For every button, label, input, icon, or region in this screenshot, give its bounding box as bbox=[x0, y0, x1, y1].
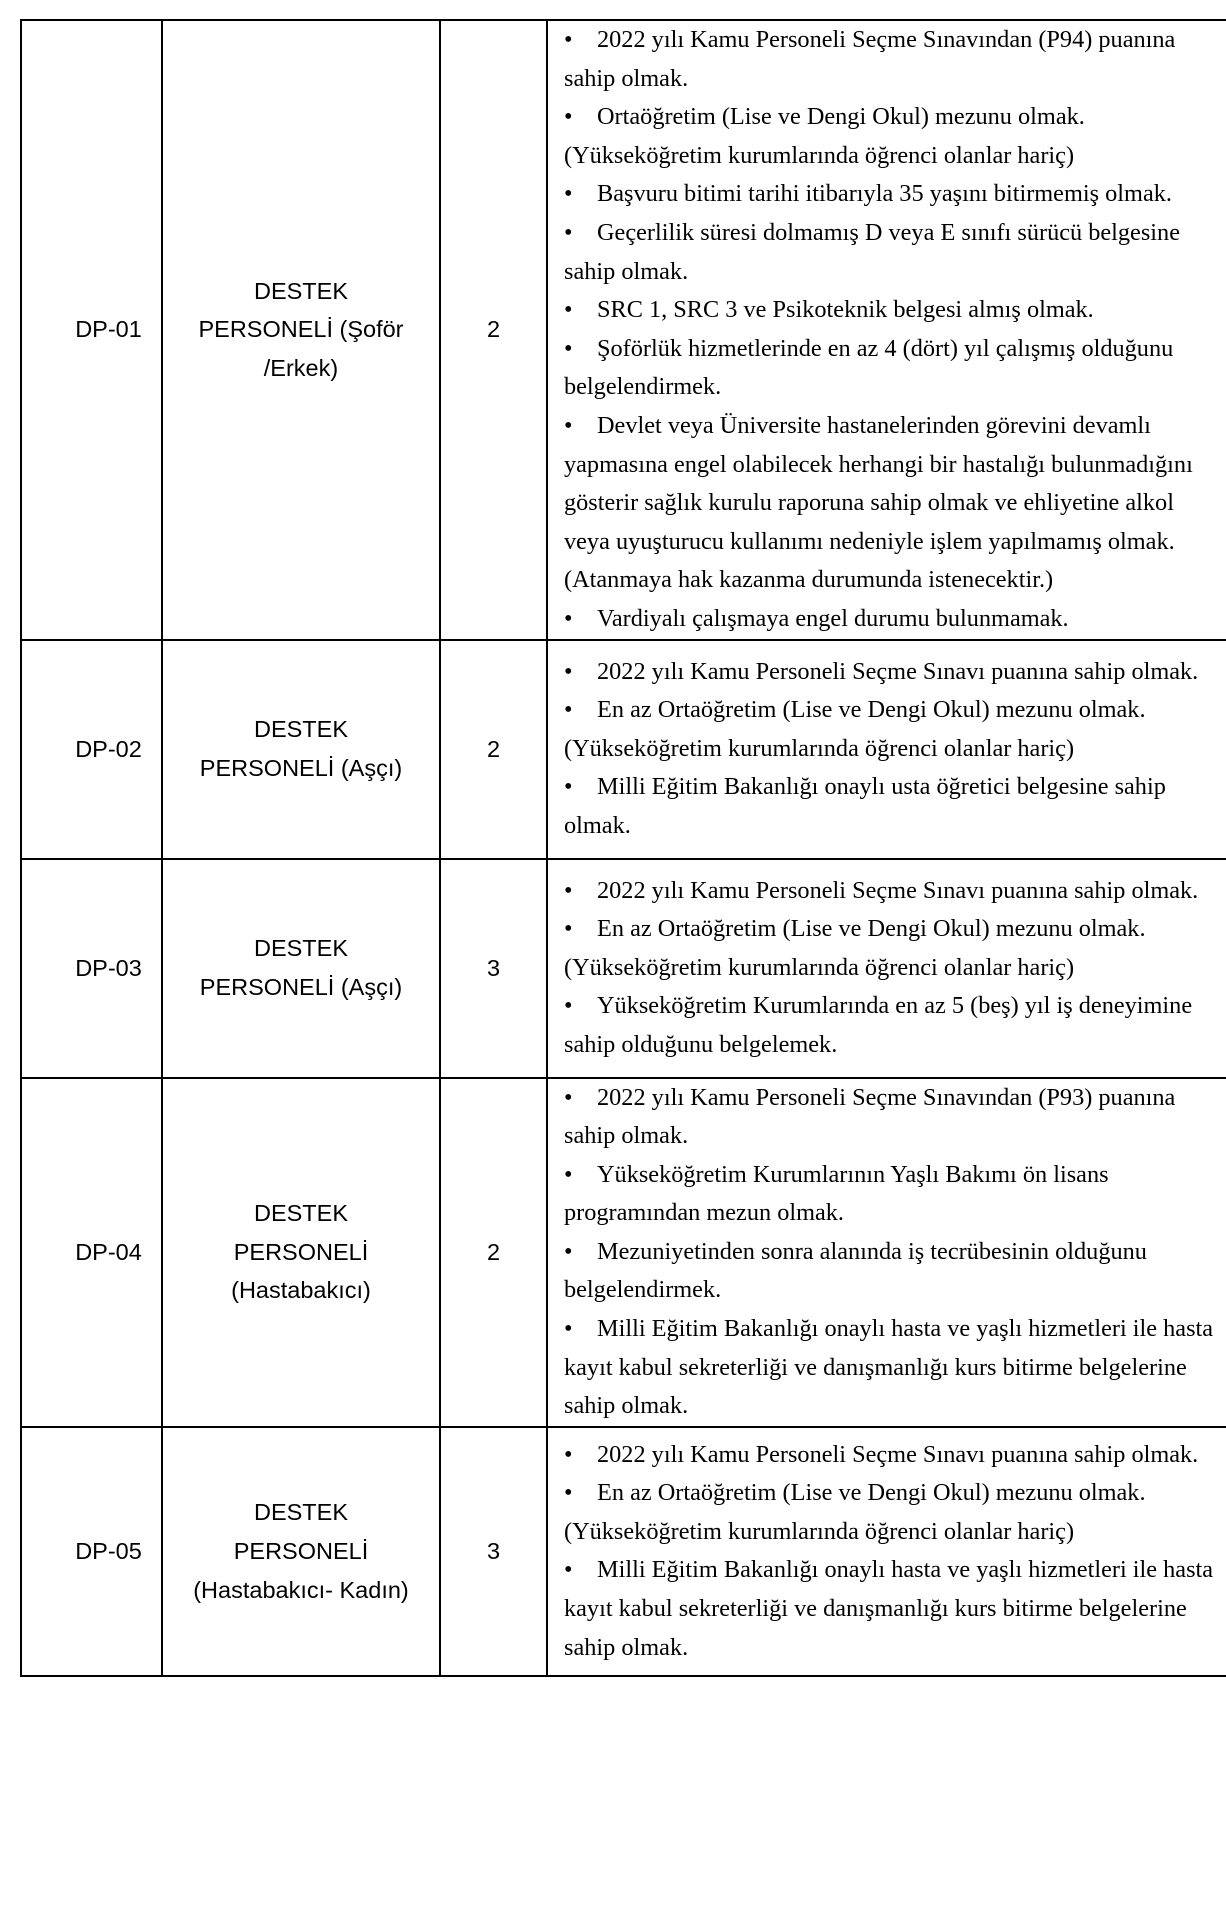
bullet-icon: • bbox=[564, 411, 573, 439]
requirement-text: Vardiyalı çalışmaya engel durumu bulunmamak. bbox=[597, 604, 1069, 632]
position-title bbox=[162, 859, 440, 1078]
position-code: DP-01 bbox=[21, 20, 162, 640]
requirement-item bbox=[564, 291, 1219, 330]
requirement-item bbox=[564, 98, 1219, 175]
position-count: 2 bbox=[440, 20, 547, 640]
requirement-item bbox=[564, 1156, 1219, 1233]
requirement-item bbox=[564, 1079, 1219, 1156]
table-row bbox=[21, 20, 1226, 640]
requirement-text: En az Ortaöğretim (Lise ve Dengi Okul) mezunu olmak. (Yükseköğretim kurumlarında öğrenci olanlar hariç) bbox=[564, 1479, 1146, 1545]
position-code: DP-04 bbox=[21, 1078, 162, 1427]
position-count: 2 bbox=[440, 1078, 547, 1427]
requirements-list bbox=[547, 1078, 1226, 1427]
position-title-line: (Hastabakıcı) bbox=[231, 1277, 371, 1304]
requirement-text: Yükseköğretim Kurumlarının Yaşlı Bakımı ön lisans programından mezun olmak. bbox=[564, 1160, 1109, 1227]
bullet-icon: • bbox=[564, 1083, 573, 1111]
position-title-line: (Hastabakıcı- Kadın) bbox=[193, 1576, 409, 1603]
requirement-text: Geçerlilik süresi dolmamış D veya E sınıfı sürücü belgesine sahip olmak. bbox=[564, 218, 1180, 285]
position-title-line: PERSONELİ bbox=[233, 1238, 369, 1265]
position-code: DP-03 bbox=[21, 859, 162, 1078]
position-count: 3 bbox=[440, 859, 547, 1078]
position-title-line: PERSONELİ (Aşçı) bbox=[199, 755, 403, 781]
requirement-text: Milli Eğitim Bakanlığı onaylı hasta ve yaşlı hizmetleri ile hasta kayıt kabul sekreterliği ve danışmanlığı kurs bitirme belgelerine sahip olmak. bbox=[564, 1556, 1214, 1661]
bullet-icon: • bbox=[564, 1160, 573, 1188]
position-title bbox=[162, 20, 440, 640]
requirement-item bbox=[564, 910, 1219, 987]
requirement-item bbox=[564, 214, 1219, 291]
requirements-list bbox=[547, 20, 1226, 640]
position-title-line: DESTEK bbox=[253, 1499, 349, 1526]
requirement-text: Yükseköğretim Kurumlarında en az 5 (beş) yıl iş deneyimine sahip olduğunu belgelemek. bbox=[564, 992, 1193, 1058]
position-title-line: DESTEK bbox=[253, 1200, 349, 1227]
bullet-icon: • bbox=[564, 657, 573, 685]
position-title-line: DESTEK bbox=[253, 935, 349, 962]
requirement-item bbox=[564, 407, 1219, 600]
requirement-item bbox=[564, 330, 1219, 407]
requirement-item bbox=[564, 600, 1219, 639]
position-title-line: PERSONELİ (Şoför bbox=[198, 316, 404, 343]
position-count: 2 bbox=[440, 640, 547, 859]
requirement-text: SRC 1, SRC 3 ve Psikoteknik belgesi almış olmak. bbox=[597, 296, 1094, 324]
requirement-item bbox=[564, 653, 1219, 692]
position-title-line: PERSONELİ bbox=[233, 1538, 369, 1565]
requirement-text: En az Ortaöğretim (Lise ve Dengi Okul) mezunu olmak. (Yükseköğretim kurumlarında öğrenci olanlar hariç) bbox=[564, 696, 1146, 762]
requirement-text: 2022 yılı Kamu Personeli Seçme Sınavından (P94) puanına sahip olmak. bbox=[564, 26, 1176, 92]
position-code: DP-05 bbox=[21, 1427, 162, 1676]
requirement-text: Devlet veya Üniversite hastanelerinden görevini devamlı yapmasına engel olabilecek herhangi bir hastalığı bulunmadığını gösterir sağlık kurulu raporuna sahip olmak ve ehliyetine alkol veya uyuşturucu kullanımı nedeniyle işlem yapılmamış olmak. (Atanmaya hak kazanma durumunda istenecektir.) bbox=[564, 411, 1193, 594]
bullet-icon: • bbox=[564, 218, 573, 246]
requirement-text: 2022 yılı Kamu Personeli Seçme Sınavı puanına sahip olmak. bbox=[597, 876, 1199, 904]
position-title-line: PERSONELİ (Aşçı) bbox=[199, 974, 403, 1000]
position-title bbox=[162, 1427, 440, 1676]
position-count: 3 bbox=[440, 1427, 547, 1676]
requirement-item bbox=[564, 1474, 1219, 1551]
table-row bbox=[21, 859, 1226, 1078]
bullet-icon: • bbox=[564, 696, 573, 724]
position-title bbox=[162, 640, 440, 859]
position-code: DP-02 bbox=[21, 640, 162, 859]
requirement-item bbox=[564, 768, 1219, 845]
requirement-text: Şoförlük hizmetlerinde en az 4 (dört) yıl çalışmış olduğunu belgelendirmek. bbox=[564, 334, 1174, 401]
bullet-icon: • bbox=[564, 915, 573, 943]
requirements-table bbox=[20, 19, 1226, 1677]
bullet-icon: • bbox=[564, 1315, 573, 1343]
table-row bbox=[21, 640, 1226, 859]
position-title-line: DESTEK bbox=[253, 277, 349, 304]
requirements-list bbox=[547, 859, 1226, 1078]
requirement-text: Milli Eğitim Bakanlığı onaylı hasta ve yaşlı hizmetleri ile hasta kayıt kabul sekreterliği ve danışmanlığı kurs bitirme belgelerine sahip olmak. bbox=[564, 1315, 1214, 1420]
position-title-line: DESTEK bbox=[253, 716, 349, 743]
requirements-table-body bbox=[21, 20, 1226, 1676]
bullet-icon: • bbox=[564, 1237, 573, 1265]
table-row bbox=[21, 1427, 1226, 1676]
requirement-item bbox=[564, 691, 1219, 768]
requirement-item bbox=[564, 1551, 1219, 1667]
bullet-icon: • bbox=[564, 992, 573, 1020]
requirement-text: Başvuru bitimi tarihi itibarıyla 35 yaşını bitirmemiş olmak. bbox=[597, 180, 1172, 208]
requirement-item bbox=[564, 21, 1219, 98]
bullet-icon: • bbox=[564, 296, 573, 324]
requirements-list bbox=[547, 1427, 1226, 1676]
requirement-item bbox=[564, 1233, 1219, 1310]
position-title-line: /Erkek) bbox=[263, 355, 339, 382]
requirement-item bbox=[564, 175, 1219, 214]
requirement-text: En az Ortaöğretim (Lise ve Dengi Okul) mezunu olmak. (Yükseköğretim kurumlarında öğrenci olanlar hariç) bbox=[564, 915, 1146, 981]
bullet-icon: • bbox=[564, 773, 573, 801]
bullet-icon: • bbox=[564, 604, 573, 632]
requirement-text: 2022 yılı Kamu Personeli Seçme Sınavı puanına sahip olmak. bbox=[597, 1440, 1199, 1468]
bullet-icon: • bbox=[564, 103, 573, 131]
bullet-icon: • bbox=[564, 180, 573, 208]
bullet-icon: • bbox=[564, 334, 573, 362]
requirement-item bbox=[564, 987, 1219, 1064]
bullet-icon: • bbox=[564, 1556, 573, 1584]
bullet-icon: • bbox=[564, 1479, 573, 1507]
requirement-text: 2022 yılı Kamu Personeli Seçme Sınavı puanına sahip olmak. bbox=[597, 657, 1199, 685]
requirements-list bbox=[547, 640, 1226, 859]
requirement-text: Milli Eğitim Bakanlığı onaylı usta öğretici belgesine sahip olmak. bbox=[564, 773, 1166, 839]
requirement-item bbox=[564, 1436, 1219, 1475]
requirement-item bbox=[564, 872, 1219, 911]
requirement-text: Ortaöğretim (Lise ve Dengi Okul) mezunu olmak. (Yükseköğretim kurumlarında öğrenci olanlar hariç) bbox=[564, 103, 1085, 169]
table-row bbox=[21, 1078, 1226, 1427]
requirement-item bbox=[564, 1310, 1219, 1426]
bullet-icon: • bbox=[564, 876, 573, 904]
requirement-text: 2022 yılı Kamu Personeli Seçme Sınavından (P93) puanına sahip olmak. bbox=[564, 1083, 1176, 1150]
requirement-text: Mezuniyetinden sonra alanında iş tecrübesinin olduğunu belgelendirmek. bbox=[564, 1237, 1147, 1304]
position-title bbox=[162, 1078, 440, 1427]
bullet-icon: • bbox=[564, 1440, 573, 1468]
bullet-icon: • bbox=[564, 26, 573, 53]
